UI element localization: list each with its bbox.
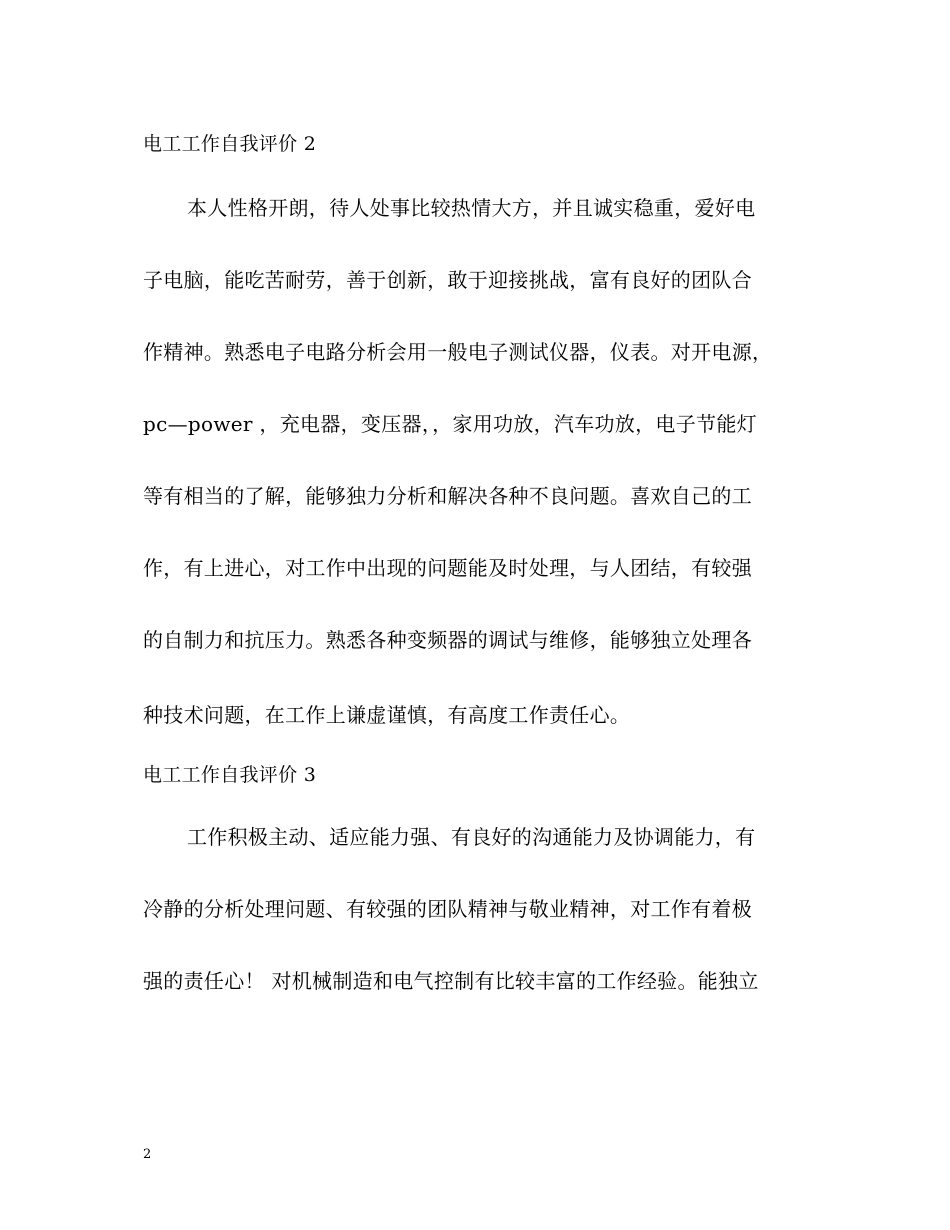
section-heading: 电工工作自我评价 2	[143, 133, 317, 155]
paragraph-line: 工作积极主动、适应能力强、有良好的沟通能力及协调能力，有	[187, 825, 756, 849]
paragraph-line: 作精神。熟悉电子电路分析会用一般电子测试仪器，仪表。对开电源，	[143, 340, 773, 364]
paragraph-line: 子电脑，能吃苦耐劳，善于创新，敢于迎接挑战，富有良好的团队合	[143, 268, 752, 292]
paragraph-line: 作，有上进心，对工作中出现的问题能及时处理，与人团结，有较强	[143, 556, 752, 580]
paragraph-line: 等有相当的了解，能够独力分析和解决各种不良问题。喜欢自己的工	[143, 484, 752, 508]
page-number: 2	[143, 1147, 152, 1162]
paragraph-line: pc—power ，充电器，变压器，，家用功放，汽车功放，电子节能灯	[143, 412, 757, 436]
paragraph-line: 本人性格开朗，待人处事比较热情大方，并且诚实稳重，爱好电	[187, 196, 756, 220]
section-heading: 电工工作自我评价 3	[143, 764, 317, 786]
paragraph-line: 种技术问题，在工作上谦虚谨慎，有高度工作责任心。	[143, 703, 631, 727]
paragraph-line: 强的责任心！ 对机械制造和电气控制有比较丰富的工作经验。能独立	[143, 969, 759, 993]
paragraph-line: 的自制力和抗压力。熟悉各种变频器的调试与维修，能够独立处理各	[143, 628, 752, 652]
paragraph-line: 冷静的分析处理问题、有较强的团队精神与敬业精神，对工作有着极	[143, 897, 752, 921]
